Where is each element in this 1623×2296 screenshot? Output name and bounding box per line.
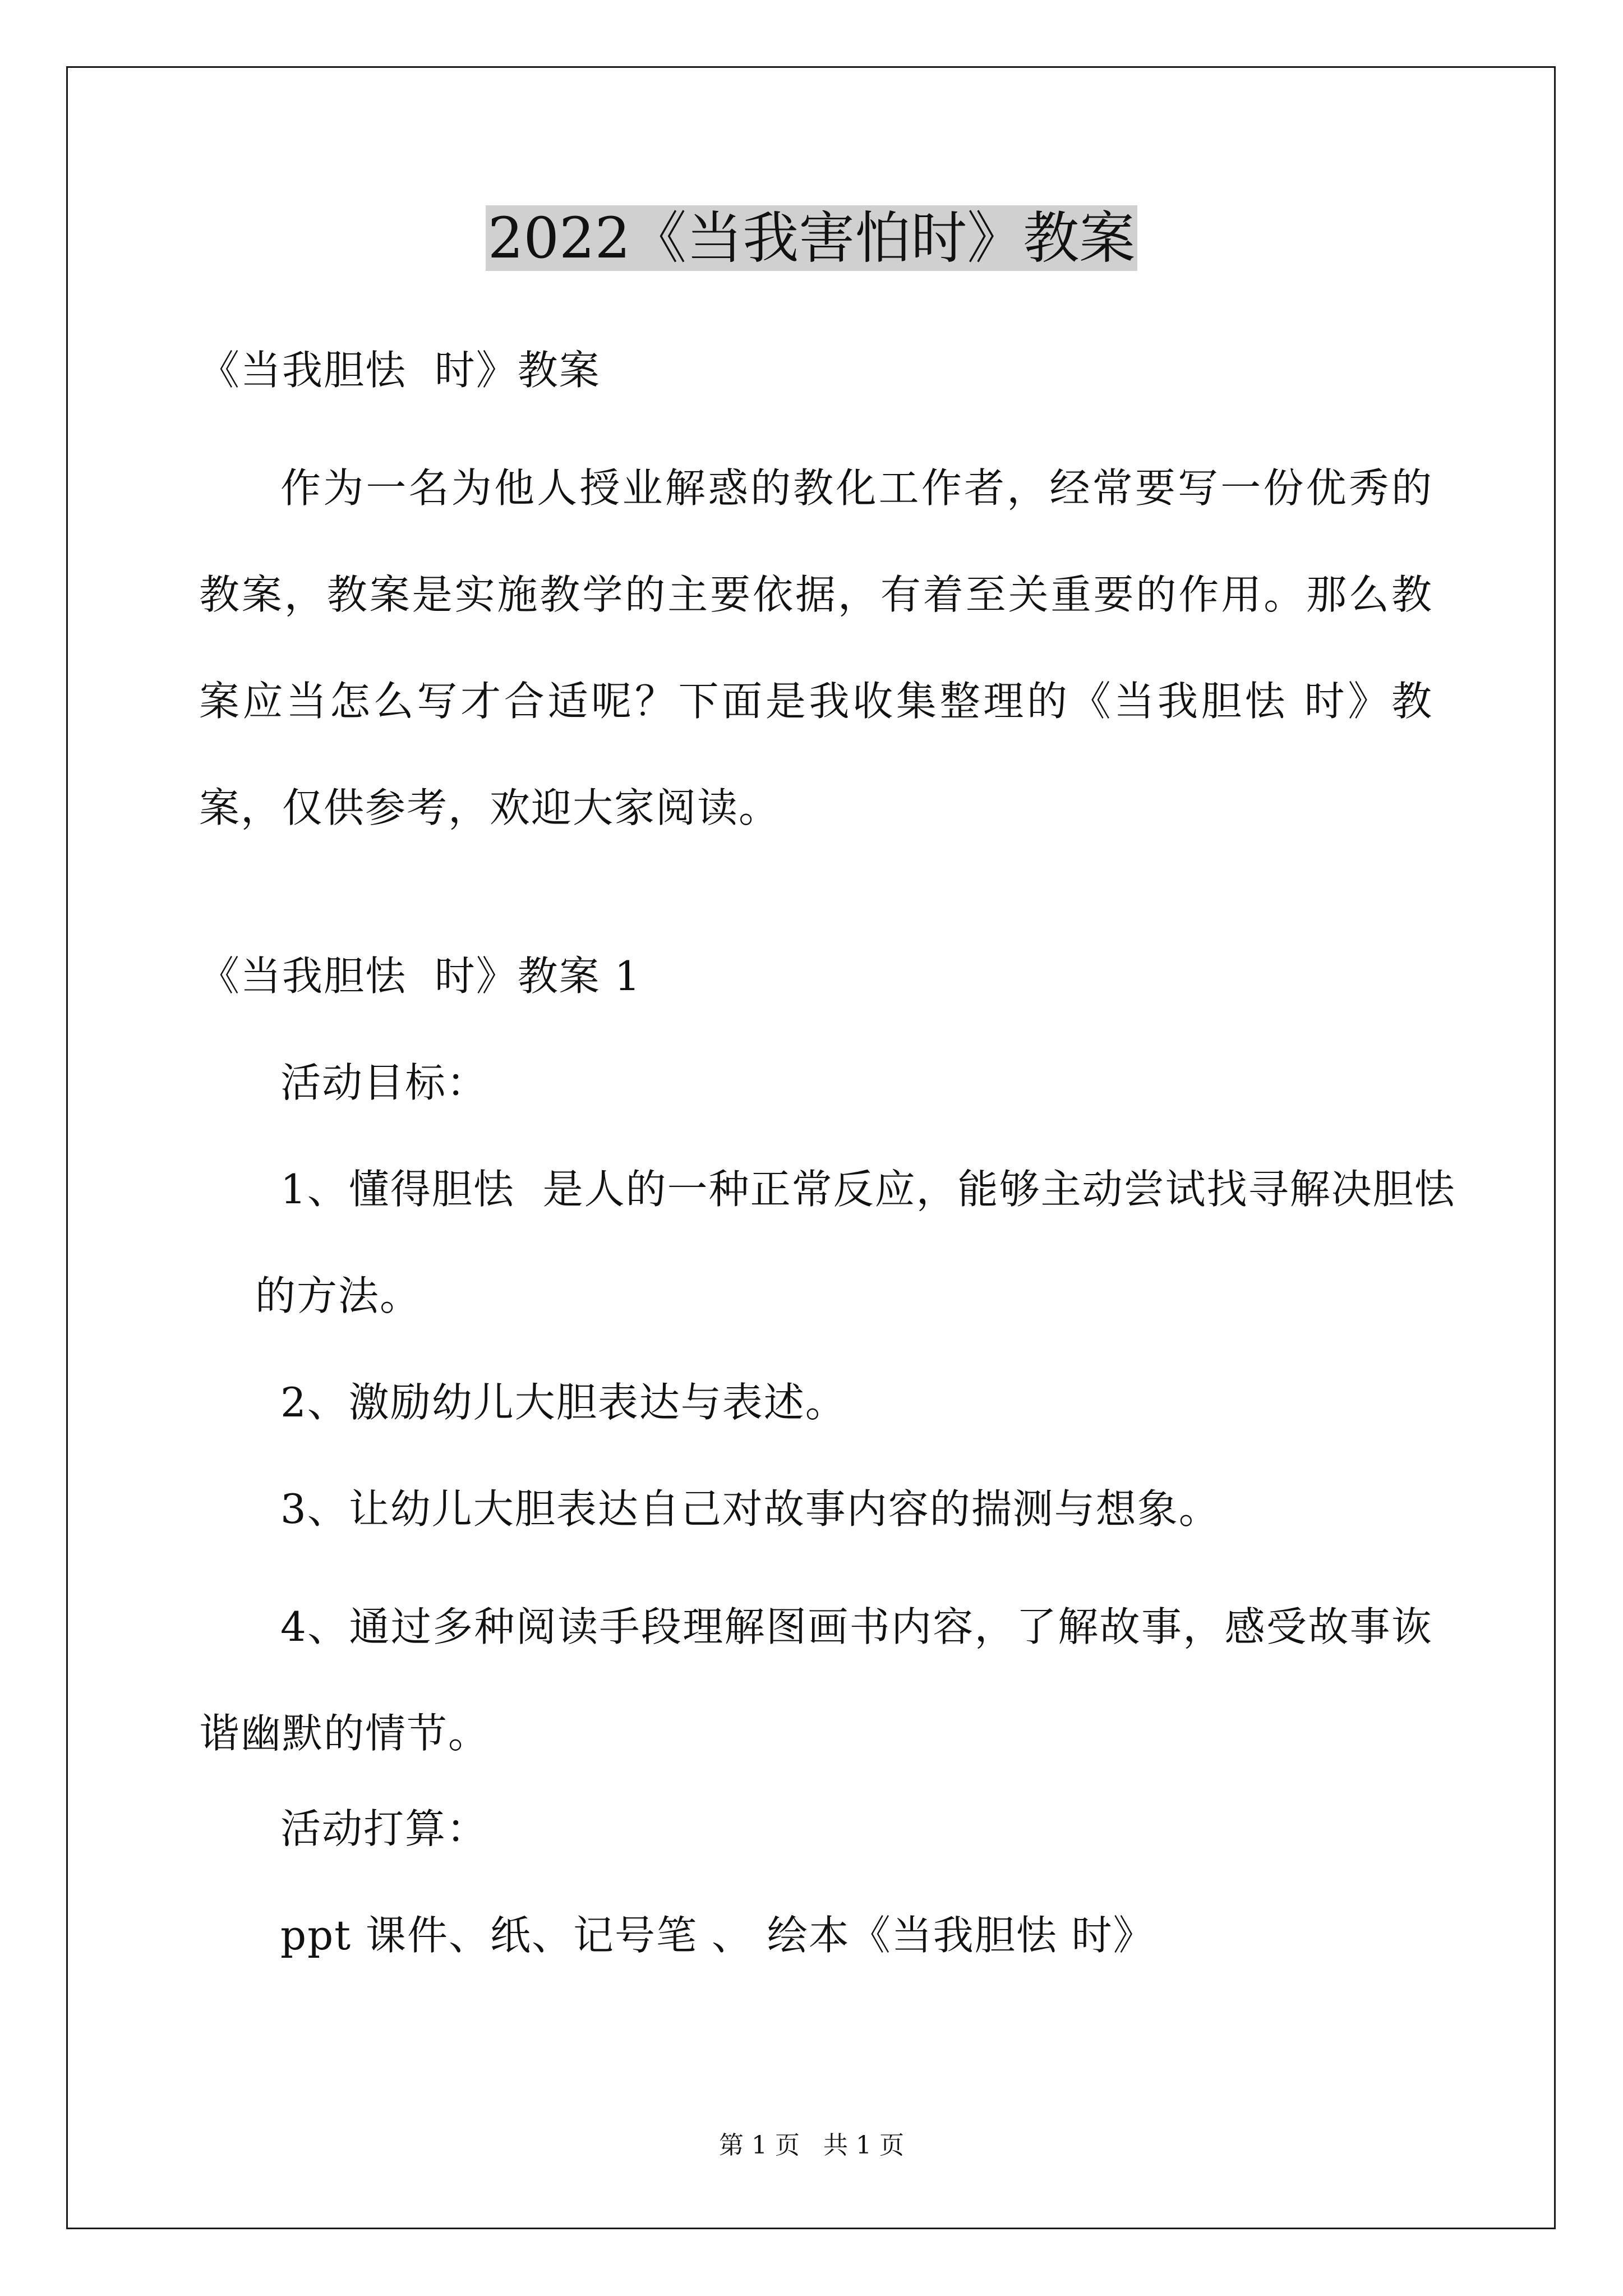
goal-1-line-2: 的方法。 [255,1272,422,1319]
title-text: 2022《当我害怕时》教案 [486,205,1138,271]
goal-2: 2、激励幼儿大胆表达与表述。 [280,1379,847,1426]
prep-label: 活动打算： [280,1805,488,1852]
document-title [0,199,1623,278]
section-heading: 《当我胆怯 时》教案 1 [199,953,642,1000]
subtitle: 《当我胆怯 时》教案 [199,347,601,394]
goal-1-line-1: 1、懂得胆怯 是人的一种正常反应，能够主动尝试找寻解决胆怯 [280,1166,1456,1213]
intro-paragraph: 作为一名为他人授业解惑的教化工作者，经常要写一份优秀的教案，教案是实施教学的主要依据，有着至关重要的作用。那么教案应当怎么写才合适呢？下面是我收集整理的《当我胆怯 时》教案，仅供参考，欢迎大家阅读。 [199,464,1433,831]
page-footer: 第 1 页 共 1 页 [719,2131,904,2160]
goals-label: 活动目标： [280,1059,488,1106]
goal-4: 4、通过多种阅读手段理解图画书内容，了解故事，感受故事诙谐幽默的情节。 [199,1603,1433,1757]
prep-items: ppt 课件、纸、记号笔 、 绘本《当我胆怯 时》 [280,1912,1155,1959]
goal-3: 3、让幼儿大胆表达自己对故事内容的揣测与想象。 [280,1485,1220,1533]
